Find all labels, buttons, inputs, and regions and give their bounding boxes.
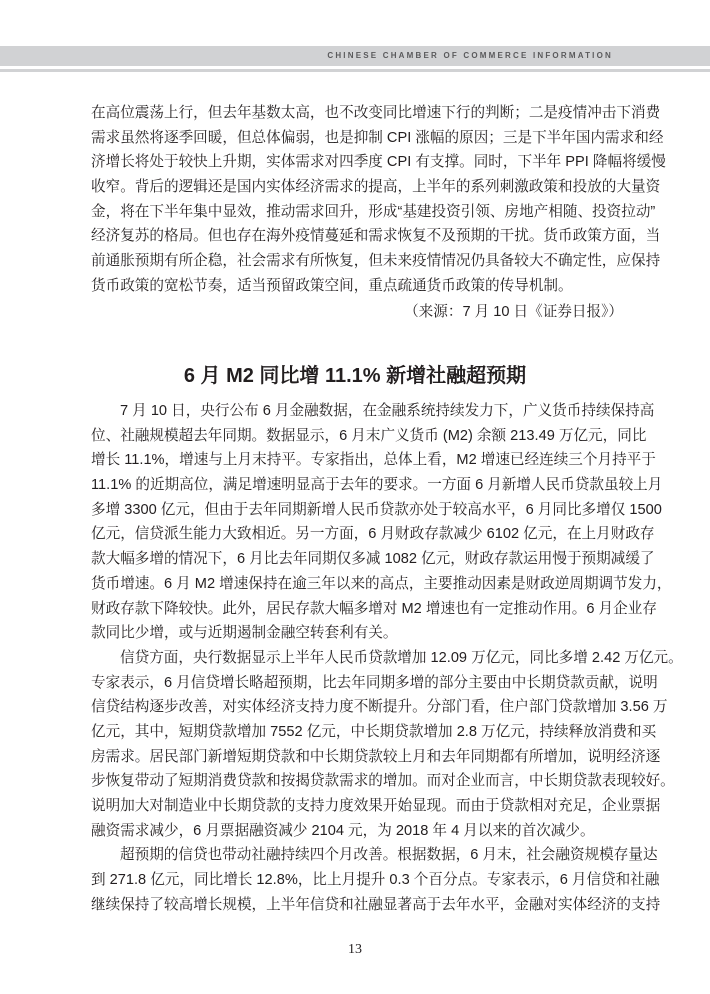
text-line: 货币增速。6 月 M2 增速保持在逾三年以来的高点，主要推动因素是财政逆周期调节发力，: [91, 575, 672, 592]
text-line: 财政存款下降较快。此外，居民存款大幅多增对 M2 增速也有一定推动作用。6 月企业存: [91, 600, 657, 617]
text-line: 亿元，信贷派生能力大致相近。另一方面，6 月财政存款减少 6102 亿元，在上月财政存: [91, 526, 655, 543]
text-line: 步恢复带动了短期消费贷款和按揭贷款需求的增加。而对企业而言，中长期贷款表现较好。: [91, 773, 675, 790]
text-line: 款同比少增，或与近期遏制金融空转套利有关。: [91, 625, 398, 642]
text-line: 货币政策的宽松节奏，适当预留政策空间，重点疏通货币政策的传导机制。: [91, 277, 573, 294]
text-line: 继续保持了较高增长规模，上半年信贷和社融显著高于去年水平，金融对实体经济的支持: [91, 896, 661, 913]
text-line: 经济复苏的格局。但也存在海外疫情蔓延和需求恢复不及预期的干扰。货币政策方面，当: [91, 228, 661, 245]
header-divider: [0, 69, 710, 72]
article-source: （来源：7 月 10 日《证券日报》）: [404, 304, 623, 320]
text-line: 说明加大对制造业中长期贷款的支持力度效果开始显现。而由于贷款相对充足，企业票据: [91, 798, 661, 814]
text-line: 专家表示，6 月信贷增长略超预期，比去年同期多增的部分主要由中长期贷款贡献，说明: [91, 674, 658, 691]
text-line: 增长 11.1%，增速与上月末持平。专家指出，总体上看，M2 增速已经连续三个月持平于: [91, 452, 656, 469]
text-line: 超预期的信贷也带动社融持续四个月改善。根据数据，6 月末，社会融资规模存量达: [120, 847, 658, 864]
text-line: 7 月 10 日，央行公布 6 月金融数据，在金融系统持续发力下，广义货币持续保持高: [120, 403, 655, 419]
text-line: 收窄。背后的逻辑还是国内实体经济需求的提高，上半年的系列刺激政策和投放的大量资: [91, 179, 661, 196]
paragraph: [91, 399, 672, 646]
text-line: 房需求。居民部门新增短期贷款和中长期贷款较上月和去年同期都有所增加，说明经济逐: [91, 748, 661, 765]
text-line: 信贷方面，央行数据显示上半年人民币贷款增加 12.09 万亿元，同比多增 2.42 万亿元。: [120, 649, 683, 666]
text-line: 济增长将处于较快上升期，实体需求对四季度 CPI 有支撑。同时，下半年 PPI 降幅将缓慢: [91, 154, 666, 171]
text-line: 在高位震荡上行，但去年基数太高，也不改变同比增速下行的判断；二是疫情冲击下消费: [91, 105, 661, 121]
page-number: 13: [348, 942, 362, 957]
text-line: 需求虽然将逐季回暖，但总体偏弱，也是抑制 CPI 涨幅的原因；三是下半年国内需求和经: [91, 129, 664, 146]
previous-article-text: [91, 101, 666, 299]
text-line: 多增 3300 亿元，但由于去年同期新增人民币贷款亦处于较高水平，6 月同比多增仅 1500: [91, 501, 662, 518]
text-line: 信贷结构逐步改善，对实体经济支持力度不断提升。分部门看，住户部门贷款增加 3.56 万: [91, 699, 668, 716]
text-line: 11.1% 的近期高位，满足增速明显高于去年的要求。一方面 6 月新增人民币贷款虽较上月: [91, 477, 663, 494]
article-title: 6 月 M2 同比增 11.1% 新增社融超预期: [183, 365, 527, 387]
paragraph: [91, 843, 661, 917]
text-line: 位、社融规模超去年同期。数据显示，6 月末广义货币 (M2) 余额 213.49 万亿元，同比: [91, 427, 647, 444]
text-line: 到 271.8 亿元，同比增长 12.8%，比上月提升 0.3 个百分点。专家表示，6 月信贷和社融: [91, 872, 660, 889]
text-line: 款大幅多增的情况下，6 月比去年同期仅多减 1082 亿元，财政存款运用慢于预期减缓了: [91, 551, 655, 568]
text-line: 前通胀预期有所企稳，社会需求有所恢复，但未来疫情情况仍具备较大不确定性，应保持: [91, 253, 661, 270]
text-line: 融资需求减少，6 月票据融资减少 2104 元，为 2018 年 4 月以来的首次减少。: [91, 822, 595, 839]
article-body: [91, 399, 683, 917]
publication-name: CHINESE CHAMBER OF COMMERCE INFORMATION: [327, 51, 613, 60]
text-line: 亿元，其中，短期贷款增加 7552 亿元，中长期贷款增加 2.8 万亿元，持续释放消费和买: [91, 723, 657, 740]
paragraph: [91, 646, 683, 844]
text-line: 金，将在下半年集中显效，推动需求回升，形成“基建投资引领、房地产相随、投资拉动”: [91, 203, 656, 220]
